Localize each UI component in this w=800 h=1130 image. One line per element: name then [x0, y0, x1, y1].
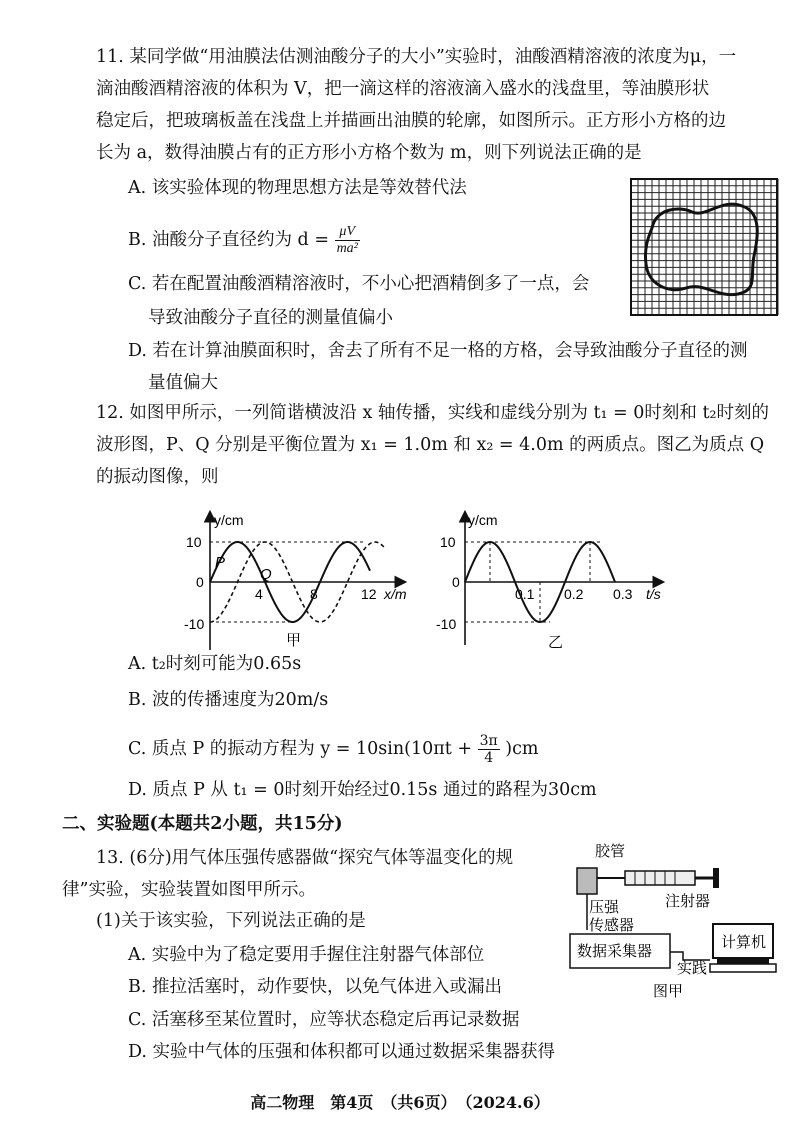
- q13-option-b: B. 推拉活塞时，动作要快，以免气体进入或漏出: [128, 977, 502, 997]
- q12-option-c-suffix: )cm: [505, 739, 539, 759]
- q13-option-d: D. 实验中气体的压强和体积都可以通过数据采集器获得: [128, 1042, 556, 1062]
- q11-option-a: A. 该实验体现的物理思想方法是等效替代法: [128, 178, 467, 198]
- q13-option-a: A. 实验中为了稳定要用手握住注射器气体部位: [128, 945, 485, 965]
- q12-option-d: D. 质点 P 从 t₁ = 0时刻开始经过0.15s 通过的路程为30cm: [128, 780, 597, 800]
- jia-xlabel: x/m: [384, 586, 407, 602]
- section-2-heading: 二、实验题(本题共2小题，共15分): [62, 814, 343, 834]
- label-syringe: 注射器: [665, 893, 711, 910]
- q11-option-d-line2: 量值偏大: [148, 373, 218, 393]
- computer-keyboard: [710, 964, 776, 972]
- q11-stem-line4: 长为 a，数得油膜占有的正方形小方格个数为 m，则下列说法正确的是: [96, 143, 642, 163]
- q13-stem-line1: 13. (6分)用气体压强传感器做“探究气体等温变化的规: [96, 848, 514, 868]
- jia-point-q: Q: [260, 566, 272, 583]
- vibration-graph-yi: [430, 505, 680, 655]
- q13-sub1: (1)关于该实验，下列说法正确的是: [96, 911, 366, 931]
- wave-graph-jia: [184, 505, 430, 655]
- q12-option-c-numerator: 3π: [479, 733, 498, 749]
- label-sensor-2: 传感器: [589, 917, 635, 934]
- sensor-block: [577, 868, 597, 894]
- jia-ytick-0: 0: [196, 574, 204, 590]
- jia-caption: 甲: [286, 632, 302, 649]
- yi-ylabel: y/cm: [468, 512, 498, 528]
- label-computer: 计算机: [721, 934, 767, 951]
- yi-xtick-0.2: 0.2: [564, 586, 584, 602]
- computer-stand: [717, 958, 769, 964]
- q11-option-b-numerator: μV: [335, 224, 360, 241]
- q11-option-c-line2: 导致油酸分子直径的测量值偏小: [148, 308, 393, 328]
- jia-ytick-neg10: -10: [184, 616, 205, 632]
- q11-stem-line2: 滴油酸酒精溶液的体积为 V，把一滴这样的溶液滴入盛水的浅盘里，等油膜形状: [96, 79, 710, 99]
- q11-option-c-line1: C. 若在配置油酸酒精溶液时，不小心把酒精倒多了一点，会: [128, 274, 590, 294]
- q12-option-c: [128, 733, 539, 766]
- q11-stem-line1: 11. 某同学做“用油膜法估测油酸分子的大小”实验时，油酸酒精溶液的浓度为μ，一: [96, 47, 737, 67]
- q11-option-b: [128, 224, 360, 257]
- q11-option-b-fraction: [335, 224, 360, 257]
- jia-point-p: P: [215, 554, 226, 571]
- yi-xtick-0.3: 0.3: [613, 586, 633, 602]
- q12-option-c-denominator: 4: [484, 750, 494, 766]
- yi-xlabel: t/s: [646, 586, 661, 602]
- yi-ytick-neg10: -10: [436, 616, 457, 632]
- q12-stem-line2: 波形图，P、Q 分别是平衡位置为 x₁ = 1.0m 和 x₂ = 4.0m 的两质点。图乙为质点 Q: [96, 435, 765, 455]
- jia-ylabel: y/cm: [214, 512, 244, 528]
- q12-option-c-prefix: C. 质点 P 的振动方程为 y = 10sin(10πt +: [128, 739, 473, 759]
- yi-caption: 乙: [548, 634, 564, 651]
- q12-option-b: B. 波的传播速度为20m/s: [128, 690, 329, 710]
- label-figure-caption: 图甲: [653, 983, 684, 1000]
- q13-option-c: C. 活塞移至某位置时，应等状态稳定后再记录数据: [128, 1010, 520, 1030]
- q12-option-a: A. t₂时刻可能为0.65s: [128, 654, 302, 674]
- q13-stem-line2: 律”实验，实验装置如图甲所示。: [62, 880, 316, 900]
- label-practice: 实践: [677, 960, 708, 977]
- jia-ytick-10: 10: [186, 534, 202, 550]
- q11-option-d-line1: D. 若在计算油膜面积时，舍去了所有不足一格的方格，会导致油酸分子直径的测: [128, 341, 748, 361]
- yi-ytick-0: 0: [452, 574, 460, 590]
- q11-option-b-denominator: ma²: [336, 241, 358, 256]
- yi-ytick-10: 10: [440, 534, 456, 550]
- q12-stem-line3: 的振动图像，则: [96, 467, 219, 487]
- q12-stem-line1: 12. 如图甲所示，一列简谐横波沿 x 轴传播，实线和虚线分别为 t₁ = 0时刻和 t₂时刻的: [96, 403, 770, 423]
- page-footer: 高二物理 第4页 （共6页） （2024.6）: [250, 1093, 550, 1112]
- label-tube: 胶管: [595, 843, 626, 860]
- collector-cable: [670, 952, 710, 960]
- label-collector: 数据采集器: [577, 943, 653, 960]
- jia-xtick-8: 8: [310, 586, 318, 602]
- jia-xtick-12: 12: [361, 586, 377, 602]
- label-sensor-1: 压强: [589, 899, 620, 916]
- q11-stem-line3: 稳定后，把玻璃板盖在浅盘上并描画出油膜的轮廓，如图所示。正方形小方格的边: [96, 111, 726, 131]
- jia-xtick-4: 4: [255, 586, 263, 602]
- yi-xtick-0.1: 0.1: [515, 586, 535, 602]
- oil-film-grid-figure: [630, 178, 780, 318]
- apparatus-figure: [565, 838, 790, 1003]
- q12-option-c-fraction: [478, 733, 500, 766]
- q11-option-b-prefix: B. 油酸分子直径约为 d =: [128, 230, 329, 250]
